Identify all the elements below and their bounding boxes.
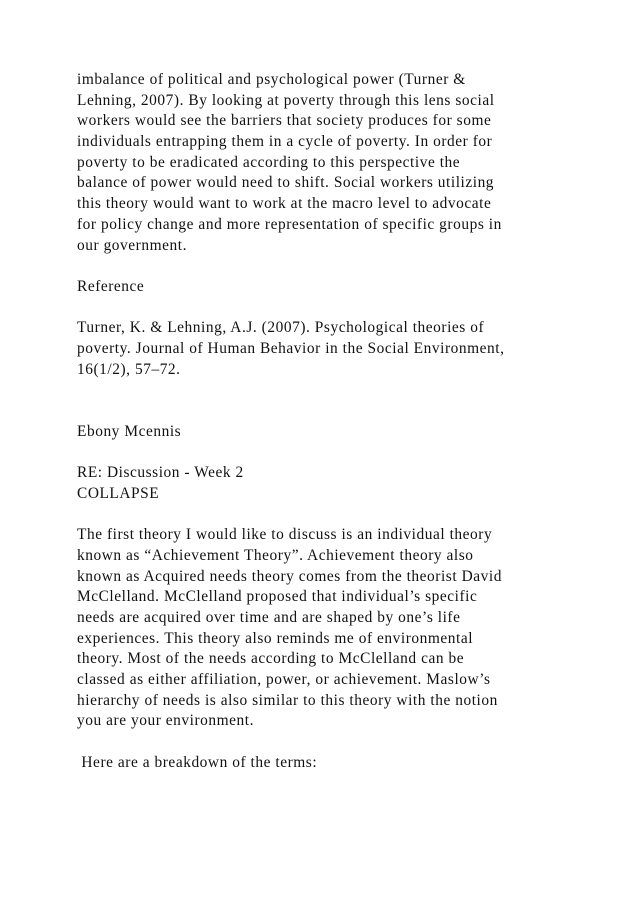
spacer: [77, 380, 577, 421]
spacer: [77, 732, 577, 753]
text-line: for policy change and more representation of specific groups in: [77, 215, 502, 233]
text-line: Lehning, 2007). By looking at poverty through this lens social: [77, 91, 495, 109]
text-line: workers would see the barriers that society produces for some: [77, 112, 492, 130]
text-line: needs are acquired over time and are shaped by one’s life: [77, 608, 461, 626]
spacer: [77, 256, 577, 277]
text-line: McClelland. McClelland proposed that individual’s specific: [77, 588, 478, 606]
text-line: experiences. This theory also reminds me of environmental: [77, 629, 474, 647]
paragraph-achievement-theory: [77, 525, 577, 732]
text-line: classed as either affiliation, power, or achievement. Maslow’s: [77, 670, 491, 688]
text-line: poverty to be eradicated according to this perspective the: [77, 153, 461, 171]
collapse-label: COLLAPSE: [77, 484, 160, 502]
paragraph-power-theory: [77, 70, 577, 256]
reference-citation: [77, 318, 577, 380]
text-line: individuals entrapping them in a cycle of poverty. In order for: [77, 133, 493, 151]
document-body: [77, 70, 577, 773]
post-subject: RE: Discussion - Week 2: [77, 464, 244, 482]
citation-line: poverty. Journal of Human Behavior in the Social Environment,: [77, 339, 505, 357]
text-line: hierarchy of needs is also similar to this theory with the notion: [77, 691, 498, 709]
text-line: our government.: [77, 236, 187, 254]
citation-line: Turner, K. & Lehning, A.J. (2007). Psychological theories of: [77, 319, 485, 337]
text-line: you are your environment.: [77, 712, 255, 730]
terms-intro: Here are a breakdown of the terms:: [77, 753, 318, 771]
text-line: known as “Achievement Theory”. Achievement theory also: [77, 546, 474, 564]
citation-line: 16(1/2), 57–72.: [77, 360, 181, 378]
text-line: The first theory I would like to discuss is an individual theory: [77, 526, 493, 544]
text-line: known as Acquired needs theory comes from the theorist David: [77, 567, 502, 585]
reference-heading: Reference: [77, 277, 145, 295]
spacer: [77, 442, 577, 463]
text-line: this theory would want to work at the macro level to advocate: [77, 195, 492, 213]
text-line: imbalance of political and psychological power (Turner &: [77, 71, 466, 88]
text-line: balance of power would need to shift. Social workers utilizing: [77, 174, 495, 192]
spacer: [77, 298, 577, 319]
text-line: theory. Most of the needs according to McClelland can be: [77, 650, 465, 668]
spacer: [77, 504, 577, 525]
author-name: Ebony Mcennis: [77, 422, 182, 440]
